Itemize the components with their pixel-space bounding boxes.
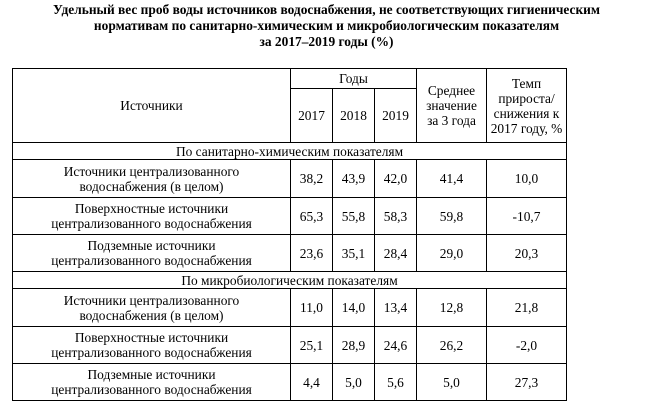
title-line-1: Удельный вес проб воды источников водоснабжения, не соответствующих гигиеническим: [52, 2, 601, 17]
table-title: [0, 2, 653, 50]
table-row: [13, 235, 567, 272]
value-2017: 4,4: [291, 364, 333, 401]
value-average: 29,0: [417, 235, 487, 272]
value-average: 26,2: [417, 327, 487, 364]
value-average: 59,8: [417, 198, 487, 235]
header-2017: 2017: [291, 89, 333, 143]
title-line-3: за 2017–2019 годы (%): [259, 34, 394, 49]
value-2017: 65,3: [291, 198, 333, 235]
value-2019: 24,6: [375, 327, 417, 364]
title-line-2: нормативам по санитарно-химическим и микробиологическим показателям: [93, 18, 560, 33]
header-sources: Источники: [13, 69, 291, 143]
value-2019: 58,3: [375, 198, 417, 235]
value-growth-rate: 27,3: [487, 364, 567, 401]
value-2017: 11,0: [291, 289, 333, 327]
source-cell: Подземные источники централизованного водоснабжения: [13, 364, 291, 401]
value-2018: 14,0: [333, 289, 375, 327]
value-2018: 35,1: [333, 235, 375, 272]
table-row: [13, 198, 567, 235]
section-title-chemical: По санитарно-химическим показателям: [13, 143, 567, 160]
header-growth-rate: Темп прироста/ снижения к 2017 году, %: [487, 69, 567, 143]
source-cell: Источники централизованного водоснабжения (в целом): [13, 160, 291, 198]
value-average: 41,4: [417, 160, 487, 198]
value-average: 12,8: [417, 289, 487, 327]
header-average: Среднее значение за 3 года: [417, 69, 487, 143]
table-row: [13, 160, 567, 198]
header-2019: 2019: [375, 89, 417, 143]
value-2018: 28,9: [333, 327, 375, 364]
section-title-microbiological: По микробиологическим показателям: [13, 272, 567, 289]
table-row: [13, 364, 567, 401]
source-cell: Источники централизованного водоснабжения (в целом): [13, 289, 291, 327]
value-2018: 43,9: [333, 160, 375, 198]
value-2017: 25,1: [291, 327, 333, 364]
header-years: Годы: [291, 69, 417, 89]
value-2018: 55,8: [333, 198, 375, 235]
table-row: [13, 289, 567, 327]
value-2019: 5,6: [375, 364, 417, 401]
value-growth-rate: 20,3: [487, 235, 567, 272]
value-growth-rate: 21,8: [487, 289, 567, 327]
value-2019: 42,0: [375, 160, 417, 198]
value-growth-rate: 10,0: [487, 160, 567, 198]
header-2018: 2018: [333, 89, 375, 143]
value-2017: 23,6: [291, 235, 333, 272]
value-growth-rate: -2,0: [487, 327, 567, 364]
value-growth-rate: -10,7: [487, 198, 567, 235]
table-row: [13, 327, 567, 364]
value-2019: 13,4: [375, 289, 417, 327]
source-cell: Поверхностные источники централизованного водоснабжения: [13, 327, 291, 364]
data-table: [12, 68, 567, 401]
value-2018: 5,0: [333, 364, 375, 401]
source-cell: Поверхностные источники централизованного водоснабжения: [13, 198, 291, 235]
value-2017: 38,2: [291, 160, 333, 198]
value-average: 5,0: [417, 364, 487, 401]
value-2019: 28,4: [375, 235, 417, 272]
source-cell: Подземные источники централизованного водоснабжения: [13, 235, 291, 272]
